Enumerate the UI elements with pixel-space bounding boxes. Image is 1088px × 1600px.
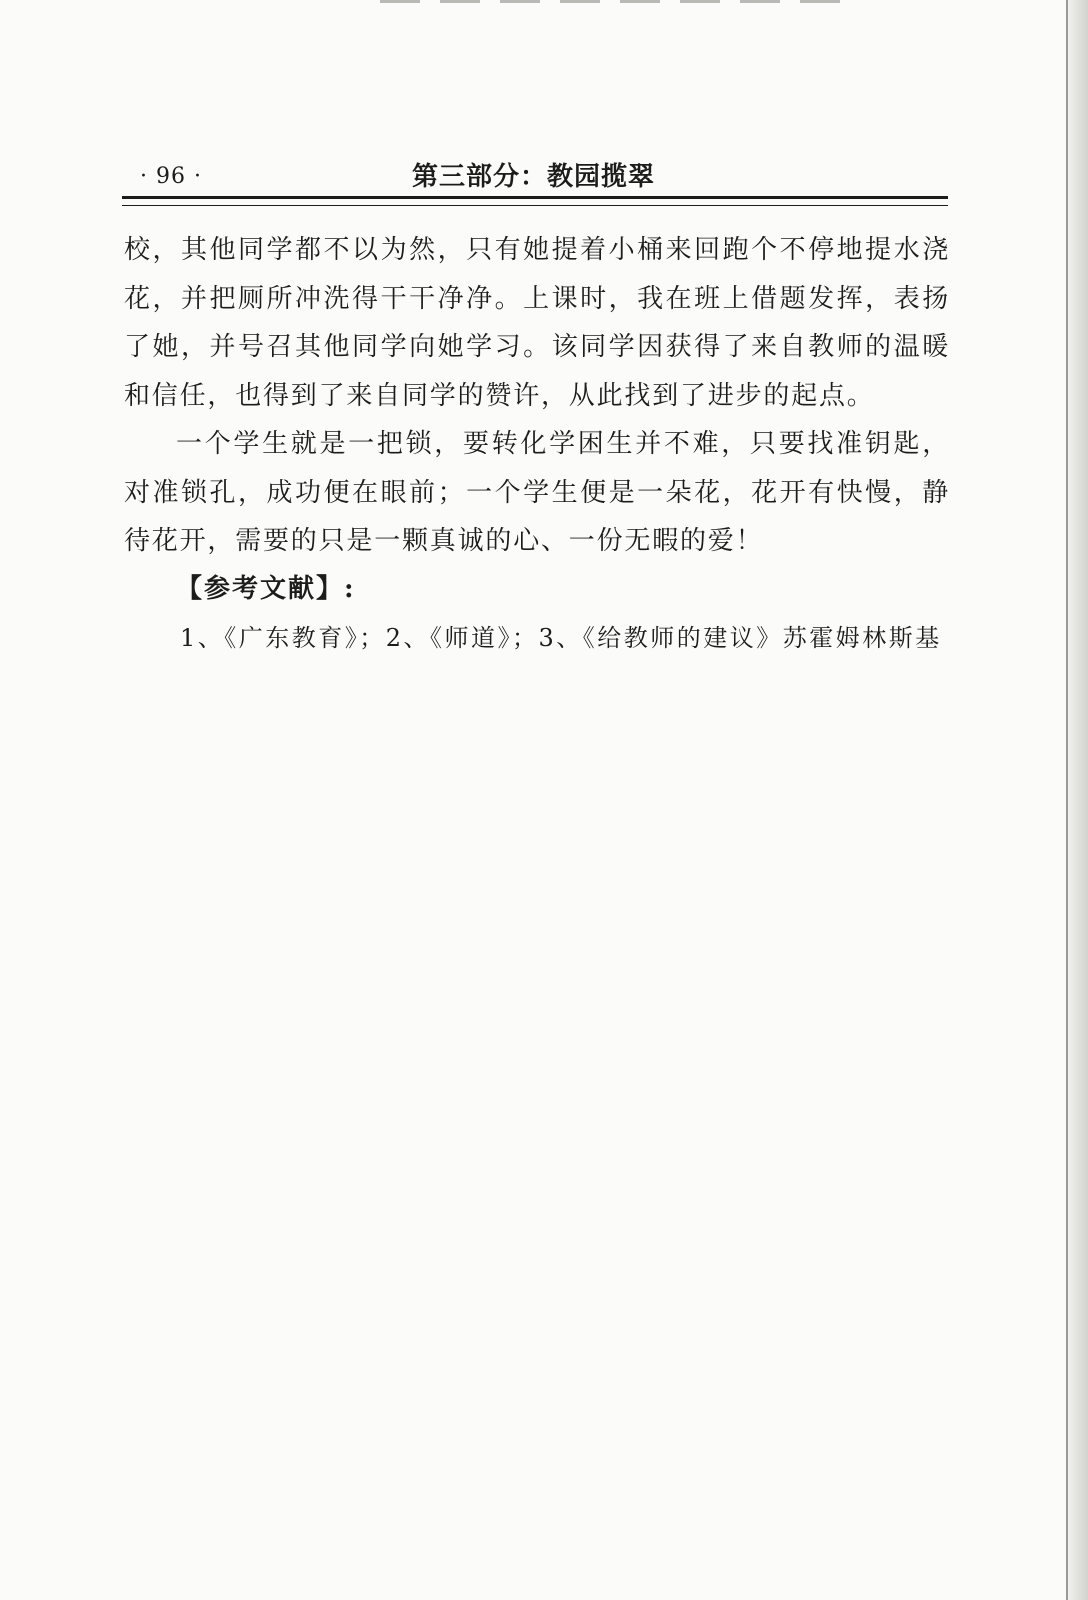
paragraph-continued: 校，其他同学都不以为然，只有她提着小桶来回跑个不停地提水浇花，并把厕所冲洗得干干净净。上课时，我在班上借题发挥，表扬了她，并号召其他同学向她学习。该同学因获得了来自教师的温暖和信任，也得到了来自同学的赞许，从此找到了进步的起点。 bbox=[124, 235, 950, 411]
scan-artifact-edge-line bbox=[1066, 0, 1068, 1600]
references-heading: 【参考文献】: bbox=[176, 574, 356, 604]
body-text bbox=[124, 226, 950, 566]
references-list: 1、《广东教育》；2、《师道》；3、《给教师的建议》苏霍姆林斯基 bbox=[180, 624, 942, 652]
section-title: 第三部分：教园揽翠 bbox=[412, 162, 656, 192]
scan-artifact-top bbox=[380, 0, 840, 3]
running-head bbox=[122, 156, 948, 196]
header-rule-thick bbox=[122, 196, 948, 199]
page-number: · 96 · bbox=[140, 164, 202, 189]
header-rule-thin bbox=[122, 205, 948, 206]
scan-artifact-edge bbox=[1066, 0, 1088, 1600]
paragraph-conclusion: 一个学生就是一把锁，要转化学困生并不难，只要找准钥匙，对准锁孔，成功便在眼前；一个学生便是一朵花，花开有快慢，静待花开，需要的只是一颗真诚的心、一份无暇的爱！ bbox=[124, 429, 950, 556]
